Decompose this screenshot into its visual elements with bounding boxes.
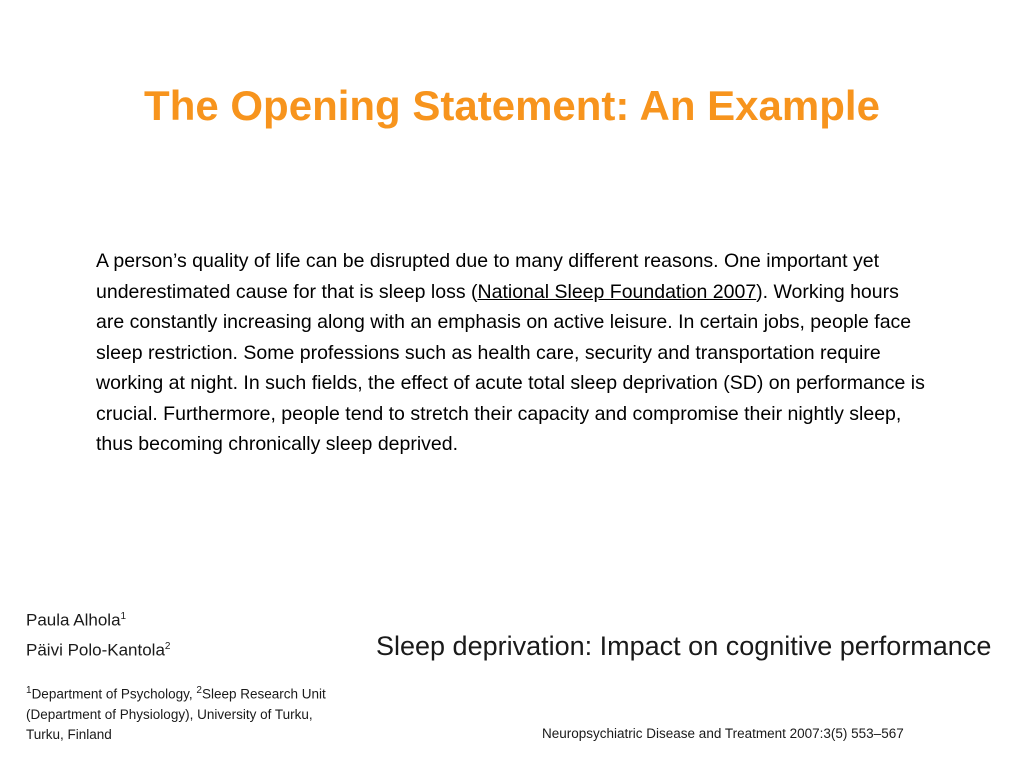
journal-citation: Neuropsychiatric Disease and Treatment 2007:3(5) 553–567 bbox=[542, 726, 904, 741]
citation-link[interactable]: National Sleep Foundation 2007 bbox=[477, 280, 757, 303]
slide-title: The Opening Statement: An Example bbox=[144, 82, 880, 129]
paragraph-text-end: ). Working hours are constantly increasing along with an emphasis on active leisure. In certain jobs, people face sleep restriction. Some professions such as health care, security and transportation require working at night. In such fields, the effect of acute total sleep deprivation (SD) on performance is crucial. Furthermore, people tend to stretch their capacity and compromise their nightly sleep, thus becoming chronically sleep deprived. bbox=[96, 280, 925, 455]
author-name: Paula Alhola$^1$ bbox=[26, 610, 127, 630]
author-name: Päivi Polo-Kantola$^2$ bbox=[26, 640, 171, 660]
paper-authors-block bbox=[26, 604, 346, 745]
author-affiliation: $^1$Department of Psychology, $^2$Sleep Research Unit (Department of Physiology), University of Turku, Turku, Finland bbox=[26, 685, 326, 742]
paper-title: Sleep deprivation: Impact on cognitive performance bbox=[376, 631, 992, 661]
paragraph-text-start: A person’s quality of life can be disrupted due to many different reasons. One important yet underestimated cause for that is sleep loss ( bbox=[96, 250, 879, 303]
opening-statement-paragraph bbox=[96, 246, 926, 460]
